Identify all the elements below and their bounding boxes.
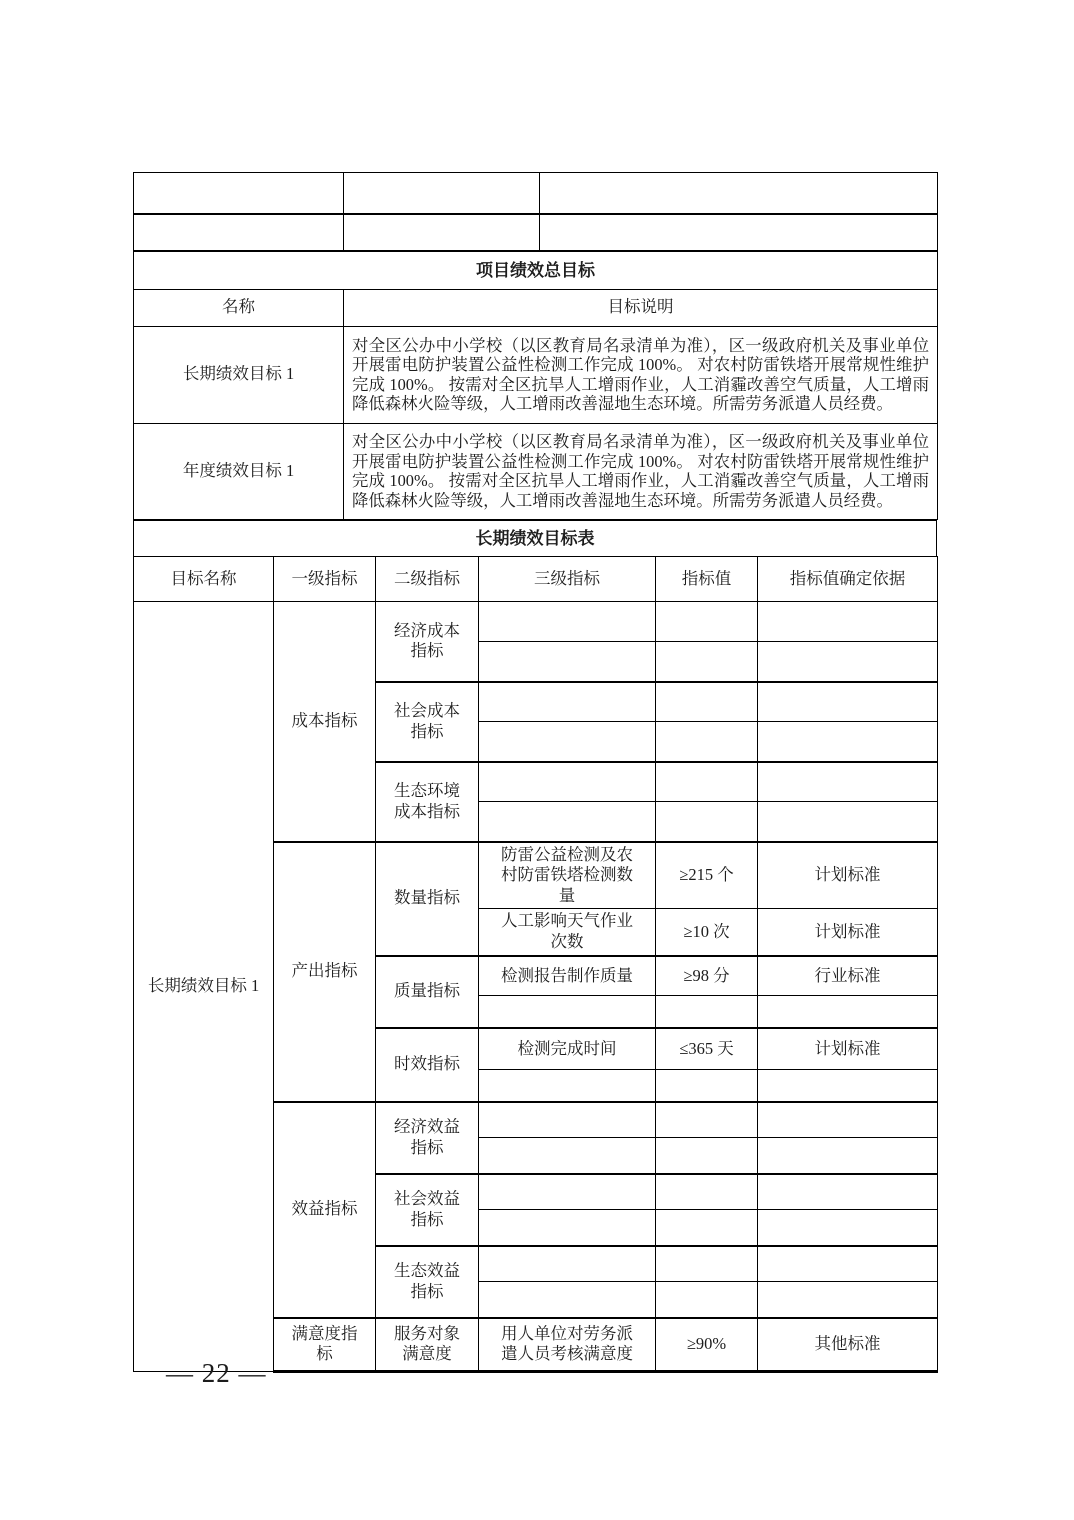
- empty-cell: [656, 602, 758, 642]
- longterm-title-table: [133, 519, 937, 558]
- empty-cell: [758, 762, 938, 802]
- empty-cell: [479, 602, 656, 642]
- empty-cell: [656, 1070, 758, 1102]
- indicator-value-cell: ≥10 次: [656, 909, 758, 956]
- empty-cell: [656, 1282, 758, 1318]
- empty-cell: [656, 996, 758, 1028]
- col-header-level1: 一级指标: [274, 557, 376, 602]
- level1-benefit-cell: 效益指标: [274, 1102, 376, 1318]
- empty-cell: [758, 996, 938, 1028]
- empty-cell: [758, 682, 938, 722]
- goal-desc-column-header: 目标说明: [344, 289, 938, 326]
- empty-cell: [758, 642, 938, 682]
- empty-cell: [758, 1070, 938, 1102]
- empty-cell: [758, 722, 938, 762]
- col-header-level2: 二级指标: [376, 557, 479, 602]
- empty-cell: [656, 1210, 758, 1246]
- level2-eco-cost-cell: 生态环境成本指标: [376, 762, 479, 842]
- indicator-name-cell: 检测报告制作质量: [479, 956, 656, 996]
- level2-service-satisfaction-cell: 服务对象满意度: [376, 1318, 479, 1372]
- indicator-basis-cell: 计划标准: [758, 1028, 938, 1070]
- indicator-basis-cell: 行业标准: [758, 956, 938, 996]
- indicator-name-cell: 检测完成时间: [479, 1028, 656, 1070]
- longterm-table-title: 长期绩效目标表: [134, 520, 937, 557]
- empty-cell: [656, 1138, 758, 1174]
- col-header-value: 指标值: [656, 557, 758, 602]
- empty-cell: [758, 1138, 938, 1174]
- goal-name-cell: 长期绩效目标 1: [134, 602, 274, 1372]
- indicator-name-cell: 防雷公益检测及农村防雷铁塔检测数量: [479, 842, 656, 909]
- empty-cell: [656, 1102, 758, 1138]
- empty-cell: [758, 802, 938, 842]
- level2-econ-cost-cell: 经济成本指标: [376, 602, 479, 682]
- empty-cell: [479, 1282, 656, 1318]
- indicator-basis-cell: 计划标准: [758, 842, 938, 909]
- indicator-name-cell: 人工影响天气作业次数: [479, 909, 656, 956]
- indicator-value-cell: ≤365 天: [656, 1028, 758, 1070]
- empty-cell: [540, 214, 938, 251]
- level2-social-benefit-cell: 社会效益指标: [376, 1174, 479, 1246]
- col-header-basis: 指标值确定依据: [758, 557, 938, 602]
- empty-cell: [758, 1282, 938, 1318]
- empty-cell: [656, 802, 758, 842]
- empty-cell: [479, 1138, 656, 1174]
- empty-cell: [656, 642, 758, 682]
- empty-cell: [479, 1070, 656, 1102]
- empty-cell: [656, 1174, 758, 1210]
- empty-cell: [479, 1210, 656, 1246]
- overall-goal-table: [133, 250, 938, 520]
- empty-cell: [134, 173, 344, 214]
- empty-cell: [758, 1174, 938, 1210]
- goal-name-cell: 年度绩效目标 1: [134, 423, 344, 519]
- empty-cell: [479, 996, 656, 1028]
- level2-quality-cell: 质量指标: [376, 956, 479, 1028]
- indicator-basis-cell: 其他标准: [758, 1318, 938, 1372]
- top-empty-table: [133, 172, 938, 251]
- name-column-header: 名称: [134, 289, 344, 326]
- empty-cell: [134, 214, 344, 251]
- empty-cell: [540, 173, 938, 214]
- longterm-indicator-table: [133, 556, 938, 1373]
- empty-cell: [656, 762, 758, 802]
- empty-cell: [656, 1246, 758, 1282]
- col-header-goal-name: 目标名称: [134, 557, 274, 602]
- indicator-value-cell: ≥215 个: [656, 842, 758, 909]
- empty-cell: [656, 722, 758, 762]
- empty-cell: [344, 214, 540, 251]
- empty-cell: [479, 802, 656, 842]
- empty-cell: [758, 1246, 938, 1282]
- col-header-level3: 三级指标: [479, 557, 656, 602]
- level2-eco-benefit-cell: 生态效益指标: [376, 1246, 479, 1318]
- level2-quantity-cell: 数量指标: [376, 842, 479, 956]
- level1-satisfaction-cell: 满意度指标: [274, 1318, 376, 1372]
- indicator-value-cell: ≥98 分: [656, 956, 758, 996]
- level2-timeliness-cell: 时效指标: [376, 1028, 479, 1102]
- indicator-basis-cell: 计划标准: [758, 909, 938, 956]
- empty-cell: [479, 1174, 656, 1210]
- page-number: — 22 —: [166, 1358, 267, 1388]
- empty-cell: [479, 762, 656, 802]
- overall-goal-title: 项目绩效总目标: [134, 251, 938, 289]
- empty-cell: [758, 602, 938, 642]
- empty-cell: [479, 722, 656, 762]
- level1-cost-cell: 成本指标: [274, 602, 376, 842]
- document-table: [133, 172, 937, 1373]
- empty-cell: [758, 1102, 938, 1138]
- empty-cell: [479, 1102, 656, 1138]
- goal-desc-cell: 对全区公办中小学校（以区教育局名录清单为准），区一级政府机关及事业单位开展雷电防护装置公益性检测工作完成 100%。 对农村防雷铁塔开展常规性维护完成 100%。 按需对全区抗旱人工增雨作业，人工消霾改善空气质量，人工增雨降低森林火险等级，人工增雨改善湿地生态环境。所需劳务派遣人员经费。: [344, 326, 938, 423]
- empty-cell: [656, 682, 758, 722]
- empty-cell: [479, 642, 656, 682]
- level2-social-cost-cell: 社会成本指标: [376, 682, 479, 762]
- empty-cell: [479, 1246, 656, 1282]
- level1-output-cell: 产出指标: [274, 842, 376, 1102]
- empty-cell: [758, 1210, 938, 1246]
- goal-name-cell: 长期绩效目标 1: [134, 326, 344, 423]
- indicator-value-cell: ≥90%: [656, 1318, 758, 1372]
- empty-cell: [479, 682, 656, 722]
- indicator-name-cell: 用人单位对劳务派遣人员考核满意度: [479, 1318, 656, 1372]
- level2-econ-benefit-cell: 经济效益指标: [376, 1102, 479, 1174]
- goal-desc-cell: 对全区公办中小学校（以区教育局名录清单为准），区一级政府机关及事业单位开展雷电防护装置公益性检测工作完成 100%。 对农村防雷铁塔开展常规性维护完成 100%。 按需对全区抗旱人工增雨作业，人工消霾改善空气质量，人工增雨降低森林火险等级，人工增雨改善湿地生态环境。所需劳务派遣人员经费。: [344, 423, 938, 519]
- empty-cell: [344, 173, 540, 214]
